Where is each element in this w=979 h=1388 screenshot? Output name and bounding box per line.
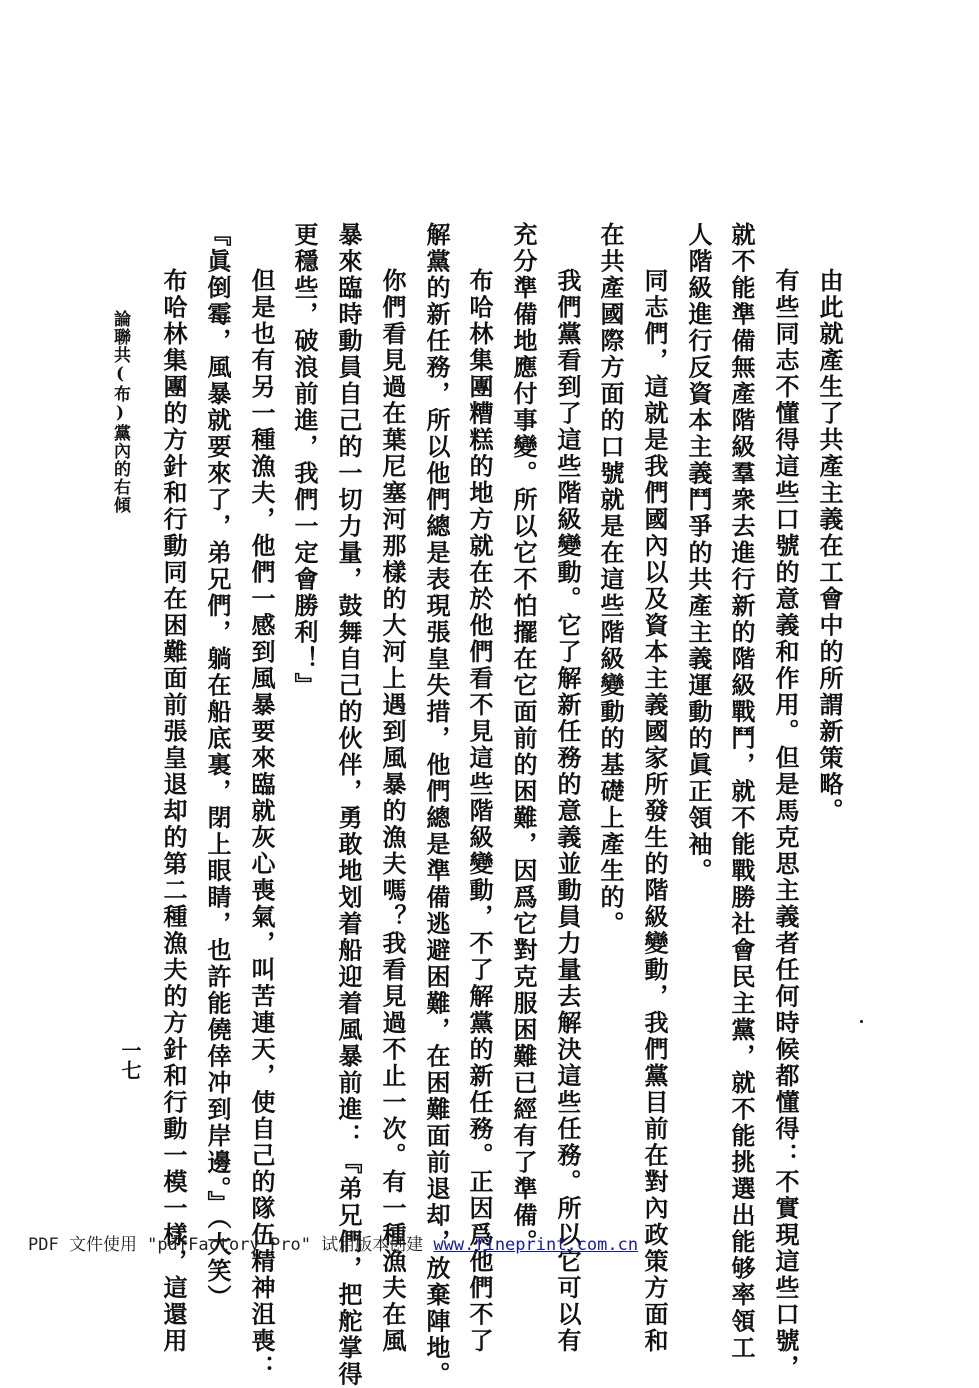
text-column-13: 更穩些，破浪前進，我們一定會勝利！』	[290, 222, 319, 699]
text-column-15: 『眞倒霉，風暴就要來了，弟兄們，躺在船底裏，閉上眼睛，也許能僥倖冲到岸邊。』（大笑）	[203, 222, 232, 1311]
page-number: 一七	[118, 1040, 142, 1080]
text-column-12: 暴來臨時動員自己的一切力量，鼓舞自己的伙伴，勇敢地划着船迎着風暴前進：『弟兄們，把舵掌得	[334, 222, 363, 1388]
text-column-8: 充分準備地應付事變。所以它不怕擺在它面前的困難，因爲它對克服困難已經有了準備。	[509, 222, 538, 1256]
text-column-11: 你們看見過在葉尼塞河那樣的大河上遇到風暴的漁夫嗎？我看見過不止一次。有一種漁夫在風	[378, 268, 407, 1355]
text-column-5: 同志們，這就是我們國內以及資本主義國家所發生的階級變動，我們黨目前在對內政策方面和	[640, 268, 669, 1355]
text-column-2: 有些同志不懂得這些口號的意義和作用。但是馬克思主義者任何時候都懂得：不實現這些口號，	[771, 268, 800, 1381]
text-column-1: 由此就產生了共產主義在工會中的所謂新策略。	[815, 268, 844, 825]
text-column-3: 就不能準備無產階級羣衆去進行新的階級戰鬥，就不能戰勝社會民主黨，就不能挑選出能够率領工	[727, 222, 756, 1362]
stray-dot	[860, 1020, 863, 1023]
text-column-14: 但是也有另一種漁夫，他們一感到風暴要來臨就灰心喪氣，叫苦連天，使自己的隊伍精神沮喪：	[247, 268, 276, 1381]
text-column-7: 我們黨看到了這些階級變動。它了解新任務的意義並動員力量去解決這些任務。所以它可以有	[553, 268, 582, 1355]
pdf-footer	[28, 1230, 638, 1255]
footer-link[interactable]: www.fineprint.com.cn	[433, 1235, 639, 1255]
text-column-16: 布哈林集團的方針和行動同在困難面前張皇退却的第二種漁夫的方針和行動一模一樣，這還用	[159, 268, 188, 1355]
text-column-10: 解黨的新任務，所以他們總是表現張皇失措，他們總是準備逃避困難，在困難面前退却，放棄陣地。	[422, 222, 451, 1388]
text-column-4: 人階級進行反資本主義鬥爭的共產主義運動的眞正領袖。	[684, 222, 713, 885]
text-column-9: 布哈林集團糟糕的地方就在於他們看不見這些階級變動，不了解黨的新任務。正因爲他們不了	[465, 268, 494, 1355]
text-column-6: 在共產國際方面的口號就是在這些階級變動的基礎上產生的。	[596, 222, 625, 938]
running-header: 論聯共(布)黨內的右傾	[110, 310, 130, 514]
footer-text: PDF 文件使用 "pdfFactory Pro" 试用版本创建	[28, 1235, 434, 1255]
